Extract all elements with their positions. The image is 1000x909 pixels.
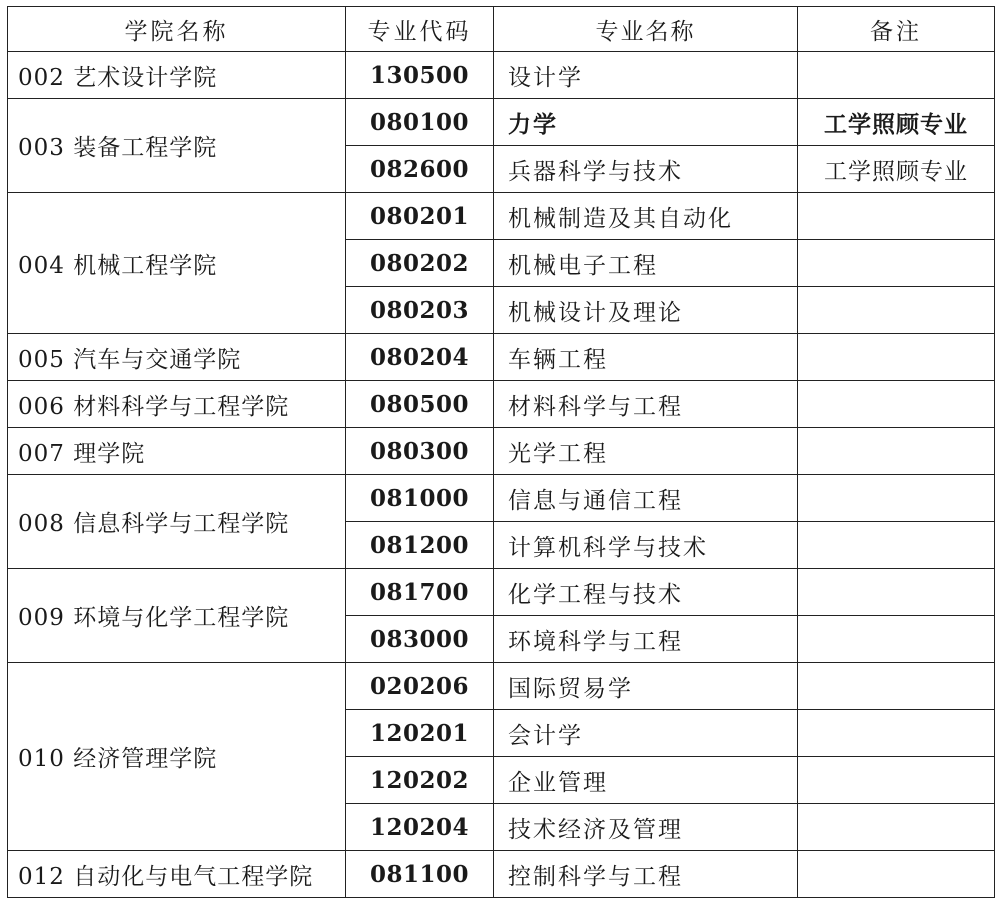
college-cell: 009 环境与化学工程学院: [8, 569, 346, 663]
note-cell: [798, 522, 995, 569]
table-row: [8, 52, 995, 99]
major-name-cell: 技术经济及管理: [494, 804, 798, 851]
major-code-cell: 080201: [346, 193, 494, 240]
major-code-cell: 080300: [346, 428, 494, 475]
majors-table: [7, 6, 995, 898]
major-code-cell: 080204: [346, 334, 494, 381]
college-cell: 002 艺术设计学院: [8, 52, 346, 99]
header-note: 备注: [798, 7, 995, 52]
major-code-cell: 081700: [346, 569, 494, 616]
note-cell: [798, 663, 995, 710]
major-name-cell: 机械制造及其自动化: [494, 193, 798, 240]
note-cell: 工学照顾专业: [798, 99, 995, 146]
major-code-cell: 120204: [346, 804, 494, 851]
major-name-cell: 国际贸易学: [494, 663, 798, 710]
major-name-cell: 机械设计及理论: [494, 287, 798, 334]
college-cell: 007 理学院: [8, 428, 346, 475]
table-row: [8, 851, 995, 898]
note-cell: [798, 428, 995, 475]
note-cell: [798, 851, 995, 898]
major-code-cell: 120201: [346, 710, 494, 757]
table-row: [8, 334, 995, 381]
major-name-cell: 车辆工程: [494, 334, 798, 381]
college-cell: 008 信息科学与工程学院: [8, 475, 346, 569]
note-cell: [798, 710, 995, 757]
note-cell: [798, 569, 995, 616]
major-name-cell: 会计学: [494, 710, 798, 757]
note-cell: 工学照顾专业: [798, 146, 995, 193]
major-name-cell: 化学工程与技术: [494, 569, 798, 616]
major-code-cell: 130500: [346, 52, 494, 99]
major-name-cell: 兵器科学与技术: [494, 146, 798, 193]
major-code-cell: 080203: [346, 287, 494, 334]
table-row: [8, 475, 995, 522]
header-code: 专业代码: [346, 7, 494, 52]
major-code-cell: 081100: [346, 851, 494, 898]
major-name-cell: 计算机科学与技术: [494, 522, 798, 569]
major-code-cell: 080202: [346, 240, 494, 287]
major-name-cell: 设计学: [494, 52, 798, 99]
note-cell: [798, 381, 995, 428]
major-code-cell: 082600: [346, 146, 494, 193]
major-code-cell: 080100: [346, 99, 494, 146]
table-row: [8, 569, 995, 616]
major-name-cell: 控制科学与工程: [494, 851, 798, 898]
note-cell: [798, 757, 995, 804]
major-code-cell: 083000: [346, 616, 494, 663]
note-cell: [798, 475, 995, 522]
college-cell: 006 材料科学与工程学院: [8, 381, 346, 428]
major-code-cell: 081000: [346, 475, 494, 522]
header-major: 专业名称: [494, 7, 798, 52]
table-header-row: [8, 7, 995, 52]
table-row: [8, 428, 995, 475]
table-row: [8, 193, 995, 240]
majors-table-container: [7, 6, 995, 898]
major-name-cell: 环境科学与工程: [494, 616, 798, 663]
college-cell: 003 装备工程学院: [8, 99, 346, 193]
major-name-cell: 企业管理: [494, 757, 798, 804]
major-code-cell: 020206: [346, 663, 494, 710]
major-name-cell: 光学工程: [494, 428, 798, 475]
major-name-cell: 机械电子工程: [494, 240, 798, 287]
note-cell: [798, 616, 995, 663]
header-college: 学院名称: [8, 7, 346, 52]
note-cell: [798, 52, 995, 99]
table-row: [8, 99, 995, 146]
table-row: [8, 663, 995, 710]
note-cell: [798, 193, 995, 240]
major-code-cell: 120202: [346, 757, 494, 804]
major-name-cell: 力学: [494, 99, 798, 146]
major-name-cell: 信息与通信工程: [494, 475, 798, 522]
note-cell: [798, 240, 995, 287]
major-code-cell: 080500: [346, 381, 494, 428]
major-name-cell: 材料科学与工程: [494, 381, 798, 428]
college-cell: 010 经济管理学院: [8, 663, 346, 851]
college-cell: 012 自动化与电气工程学院: [8, 851, 346, 898]
college-cell: 004 机械工程学院: [8, 193, 346, 334]
note-cell: [798, 334, 995, 381]
college-cell: 005 汽车与交通学院: [8, 334, 346, 381]
note-cell: [798, 287, 995, 334]
table-row: [8, 381, 995, 428]
major-code-cell: 081200: [346, 522, 494, 569]
note-cell: [798, 804, 995, 851]
